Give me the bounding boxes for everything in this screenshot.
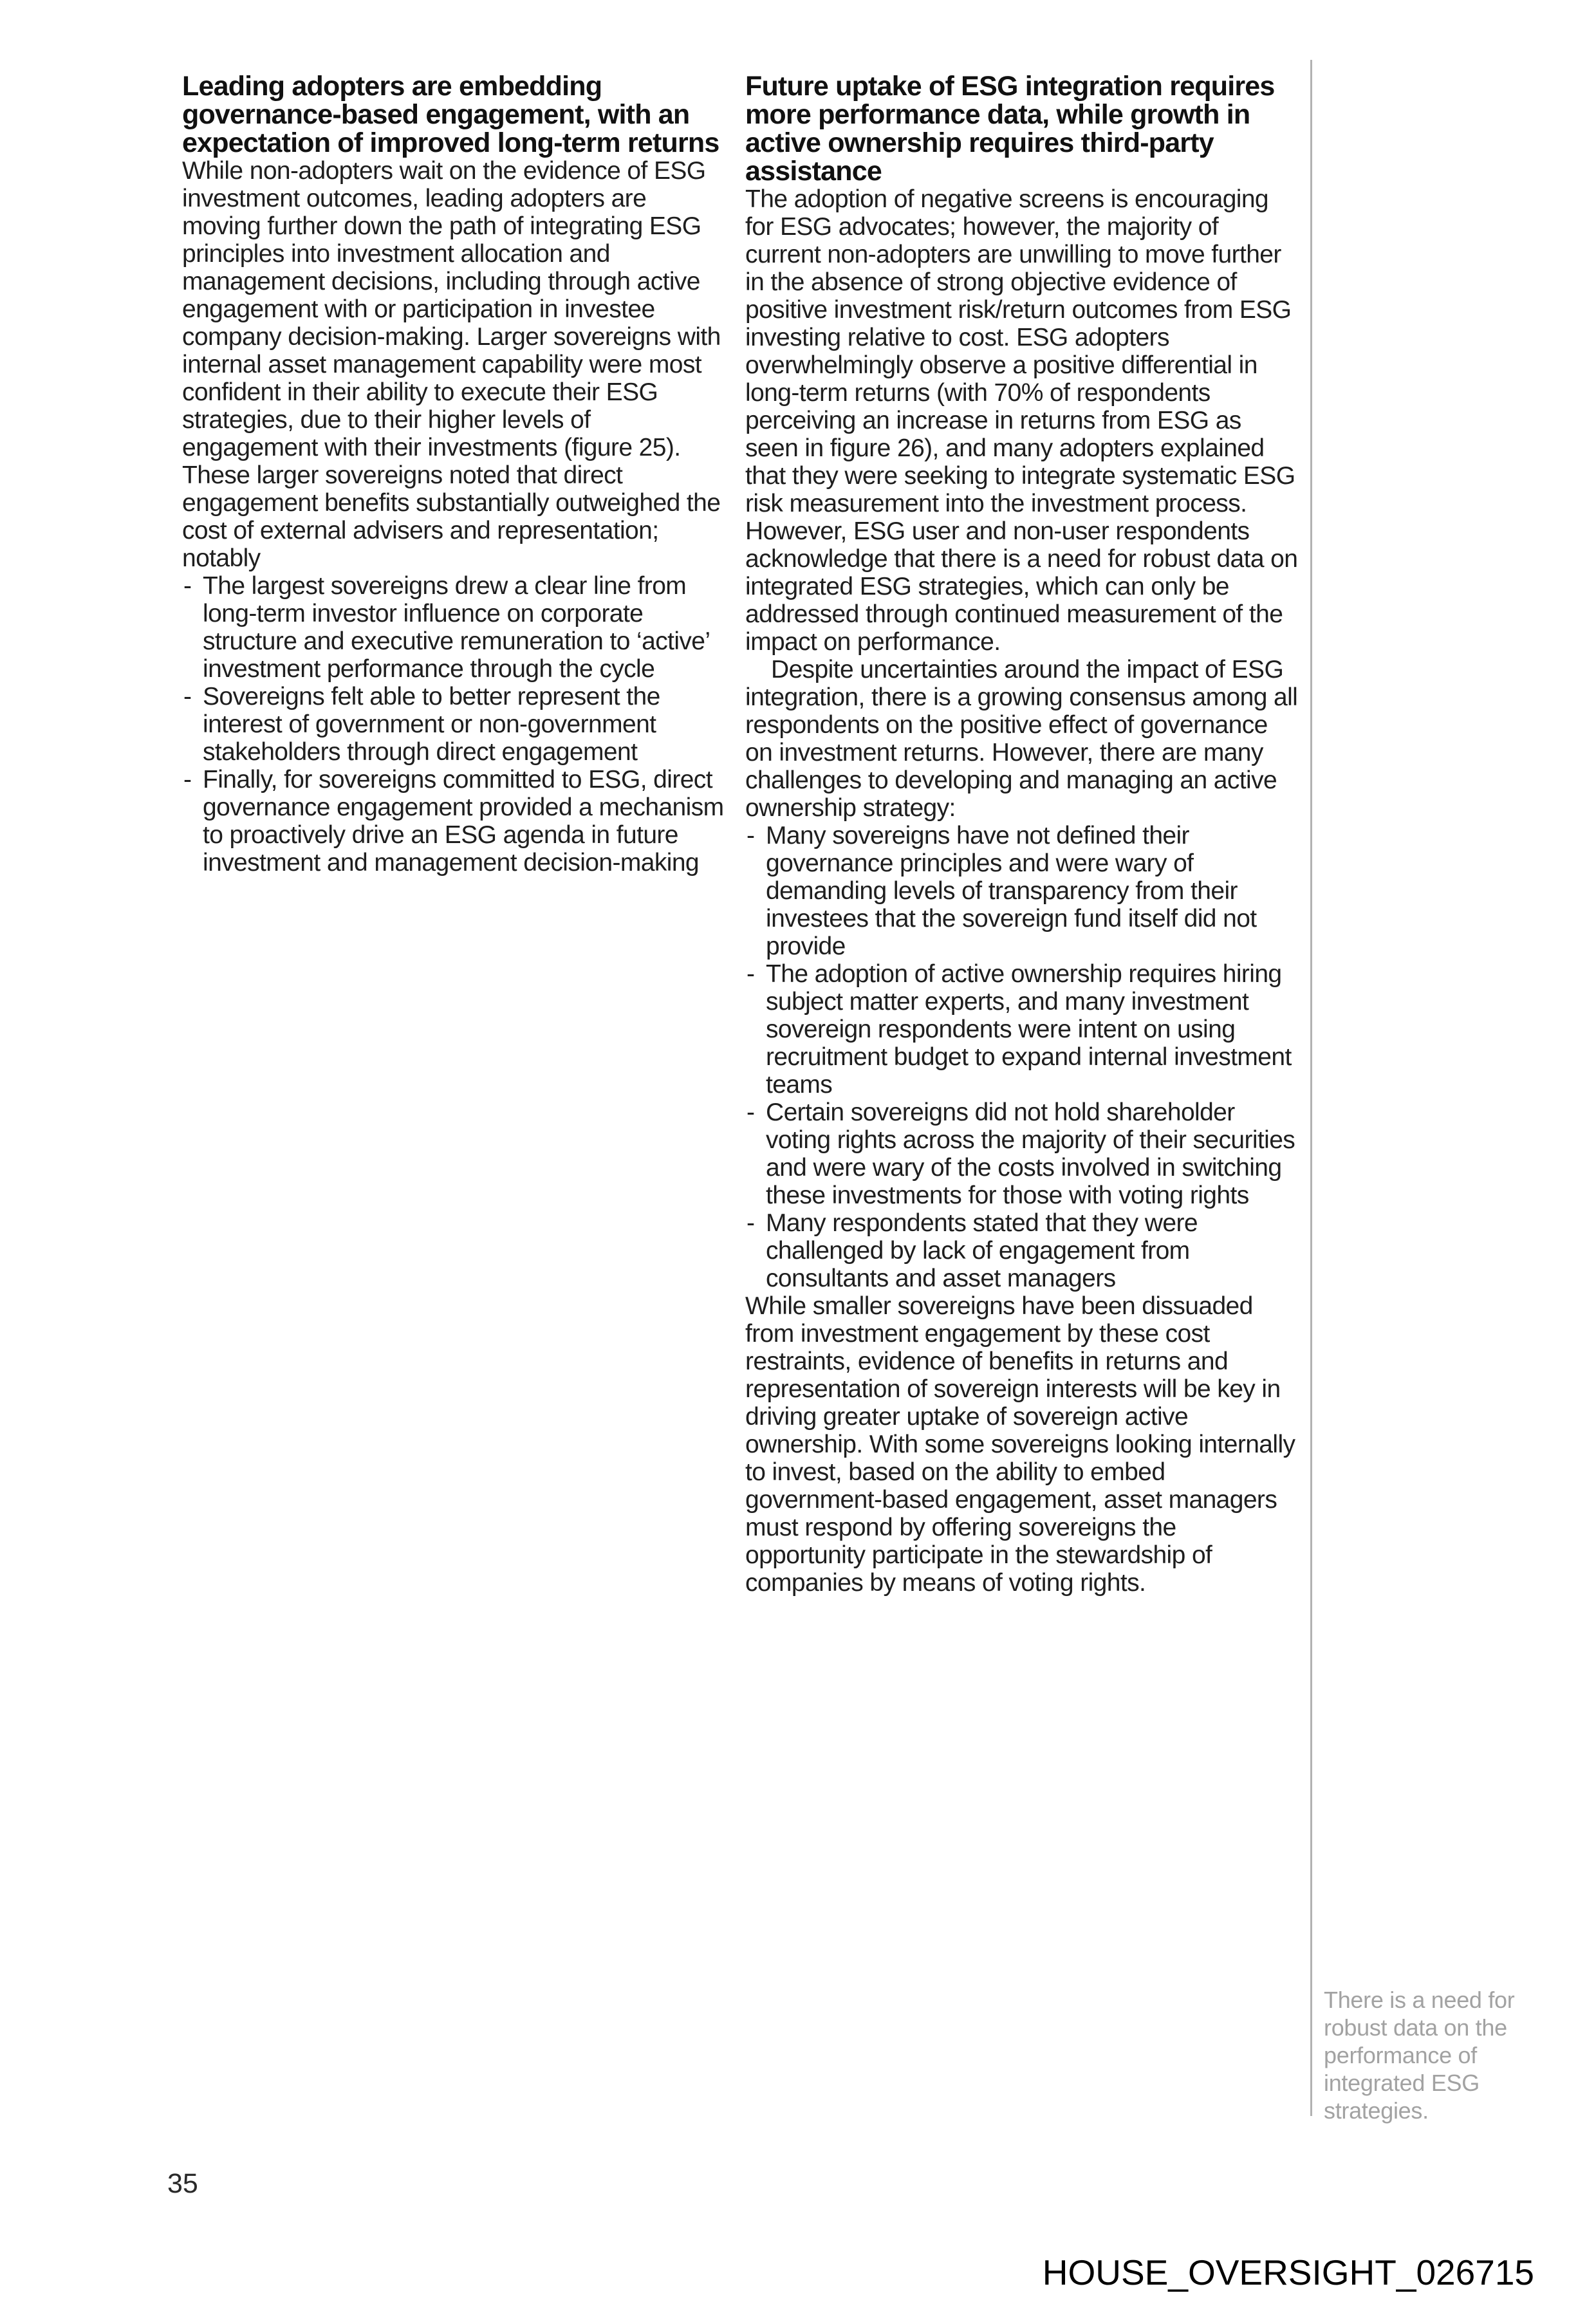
page-number: 35 (167, 2168, 198, 2199)
bullet-item: - Many sovereigns have not defined their governance principles and were wary of demanding levels of transparency from their investees that the sovereign fund itself did not provide (745, 822, 1300, 960)
left-column-heading: Leading adopters are embedding governance-based engagement, with an expectation of improved long-term returns (182, 71, 719, 158)
pull-quote-rule (1310, 60, 1312, 2116)
right-column-bullet-list (745, 822, 1300, 1292)
bullet-item: - Sovereigns felt able to better represent the interest of government or non-government stakeholders through direct engagement (182, 683, 726, 766)
bullet-item: - The largest sovereigns drew a clear line from long-term investor influence on corporate structure and executive remuneration to ‘active’ investment performance through the cycle (182, 572, 726, 683)
right-column-paragraph-2: Despite uncertainties around the impact of ESG integration, there is a growing consensus among all respondents on the positive effect of governance on investment returns. However, there are many challenges to developing and managing an active ownership strategy: (745, 656, 1298, 822)
bates-number: HOUSE_OVERSIGHT_026715 (1042, 2252, 1534, 2292)
bullet-item: - Certain sovereigns did not hold shareholder voting rights across the majority of their securities and were wary of the costs involved in switching these investments for those with voting rights (745, 1099, 1300, 1209)
bullet-item: - The adoption of active ownership requires hiring subject matter experts, and many investment sovereign respondents were intent on using recruitment budget to expand internal investment teams (745, 960, 1300, 1099)
right-column-paragraph-3: While smaller sovereigns have been dissuaded from investment engagement by these cost restraints, evidence of benefits in returns and representation of sovereign interests will be key in driving greater uptake of sovereign active ownership. With some sovereigns looking internally to invest, based on the ability to embed government-based engagement, asset managers must respond by offering sovereigns the opportunity participate in the stewardship of companies by means of voting rights. (745, 1292, 1295, 1597)
right-column-paragraph-1: The adoption of negative screens is encouraging for ESG advocates; however, the majority of current non-adopters are unwilling to move further in the absence of strong objective evidence of positive investment risk/return outcomes from ESG investing relative to cost. ESG adopters overwhelmingly observe a positive differential in long-term returns (with 70% of respondents perceiving an increase in returns from ESG as seen in figure 26), and many adopters explained that they were seeking to integrate systematic ESG risk measurement into the investment process. However, ESG user and non-user respondents acknowledge that there is a need for robust data on integrated ESG strategies, which can only be addressed through continued measurement of the impact on performance. (745, 185, 1298, 656)
bullet-item: - Many respondents stated that they were challenged by lack of engagement from consultants and asset managers (745, 1209, 1300, 1292)
right-column-heading: Future uptake of ESG integration requires more performance data, while growth in active ownership requires third-party assistance (745, 71, 1275, 187)
bullet-item: - Finally, for sovereigns committed to ESG, direct governance engagement provided a mechanism to proactively drive an ESG agenda in future investment and management decision-making (182, 766, 726, 877)
left-column-paragraph: While non-adopters wait on the evidence of ESG investment outcomes, leading adopters are moving further down the path of integrating ESG principles into investment allocation and management decisions, including through active engagement with or participation in investee company decision-making. Larger sovereigns with internal asset management capability were most confident in their ability to execute their ESG strategies, due to their higher levels of engagement with their investments (figure 25). These larger sovereigns noted that direct engagement benefits substantially outweighed the cost of external advisers and representation; notably (182, 157, 721, 572)
pull-quote: There is a need for robust data on the performance of integrated ESG strategies. (1324, 1987, 1515, 2124)
left-column (182, 72, 726, 877)
right-column (745, 72, 1300, 1597)
left-column-bullet-list (182, 572, 726, 877)
